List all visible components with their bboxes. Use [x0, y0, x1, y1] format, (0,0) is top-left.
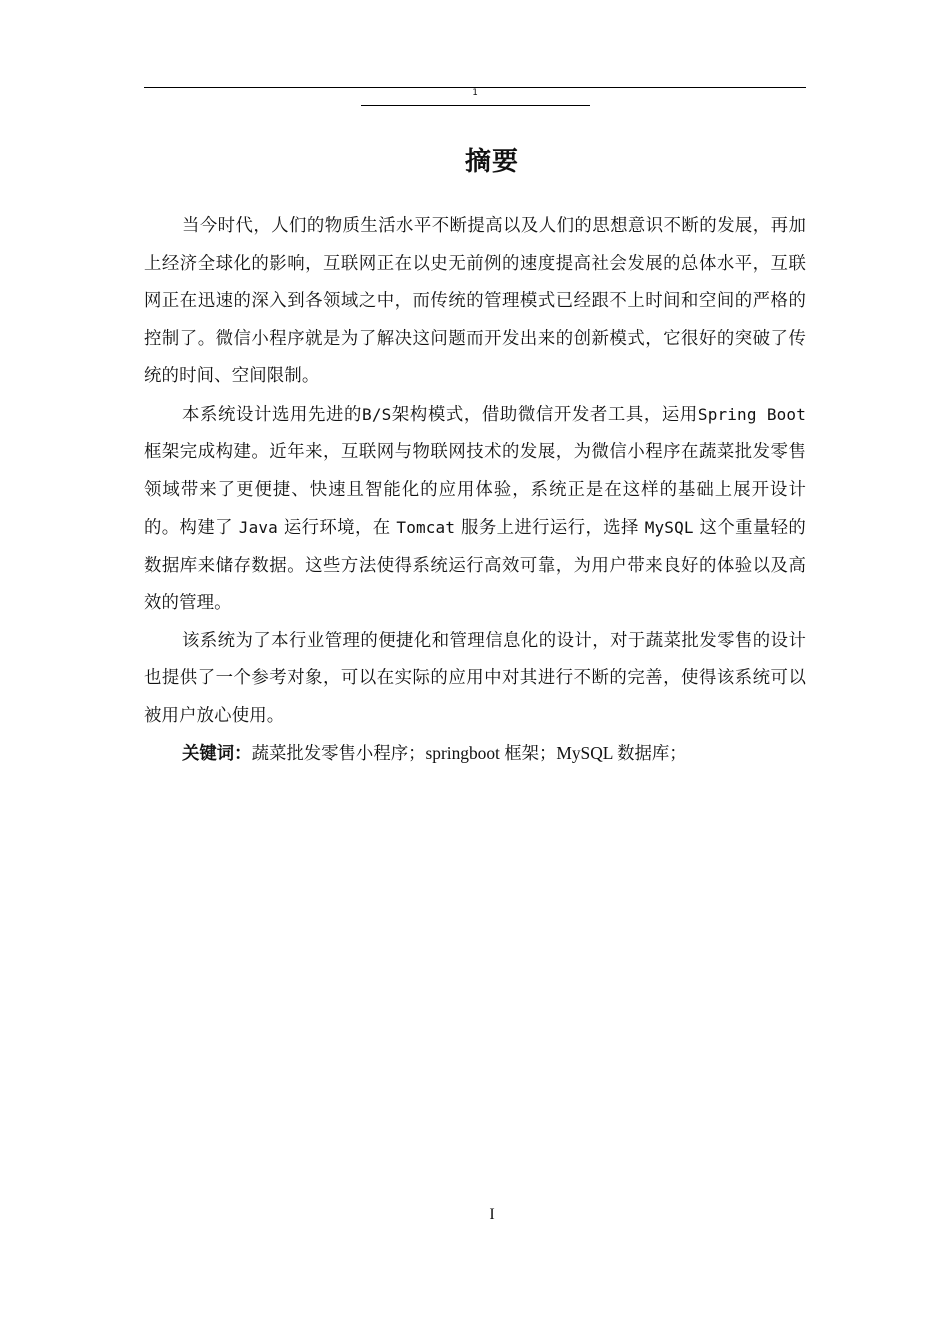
term-run: B/S	[362, 404, 392, 424]
page-title: 摘要	[464, 147, 519, 177]
header-subrule	[361, 105, 590, 106]
text-run: 服务上进行运行，选择	[455, 518, 645, 538]
footer-page-number: I	[489, 1206, 495, 1223]
text-run: 架构模式，借助微信开发者工具，运用	[391, 404, 698, 425]
term-run: Java	[238, 518, 278, 537]
text-run: 框架完成构建。近年来，互联网与物联网技术的发展，为微信小程序在蔬菜批发零售领域带来了更便捷、快速且智能化的应用体验，系统正是在这样的基础上展开设计的。构建了	[144, 442, 806, 538]
text-run: 该系统为了本行业管理的便捷化和管理信息化的设计，对于蔬菜批发零售的设计也提供了一个参考对象，可以在实际的应用中对其进行不断的完善，使得该系统可以被用户放心使用。	[144, 630, 806, 726]
text-run: 这个重量轻的数据库来储存数据。这些方法使得系统运行高效可靠，为用户带来良好的体验以及高效的管理。	[144, 518, 806, 613]
keywords-text: 蔬菜批发零售小程序；springboot 框架；MySQL 数据库；	[251, 743, 687, 763]
keywords-line	[144, 735, 806, 774]
paragraph	[144, 396, 806, 623]
term-run: Spring Boot	[697, 404, 806, 424]
abstract-body	[144, 208, 806, 774]
paragraph	[144, 623, 806, 736]
term-run: MySQL	[644, 518, 694, 537]
header-page-marker: 1	[472, 88, 478, 98]
term-run: Tomcat	[396, 518, 456, 537]
text-run: 当今时代，人们的物质生活水平不断提高以及人们的思想意识不断的发展，再加上经济全球化的影响，互联网正在以史无前例的速度提高社会发展的总体水平，互联网正在迅速的深入到各领域之中，而传统的管理模式已经跟不上时间和空间的严格的控制了。微信小程序就是为了解决这问题而开发出来的创新模式，它很好的突破了传统的时间、空间限制。	[144, 216, 806, 386]
paragraph	[144, 208, 806, 396]
keywords-label: 关键词：	[182, 744, 252, 764]
text-run: 运行环境，在	[277, 518, 397, 538]
text-run: 本系统设计选用先进的	[182, 404, 363, 425]
